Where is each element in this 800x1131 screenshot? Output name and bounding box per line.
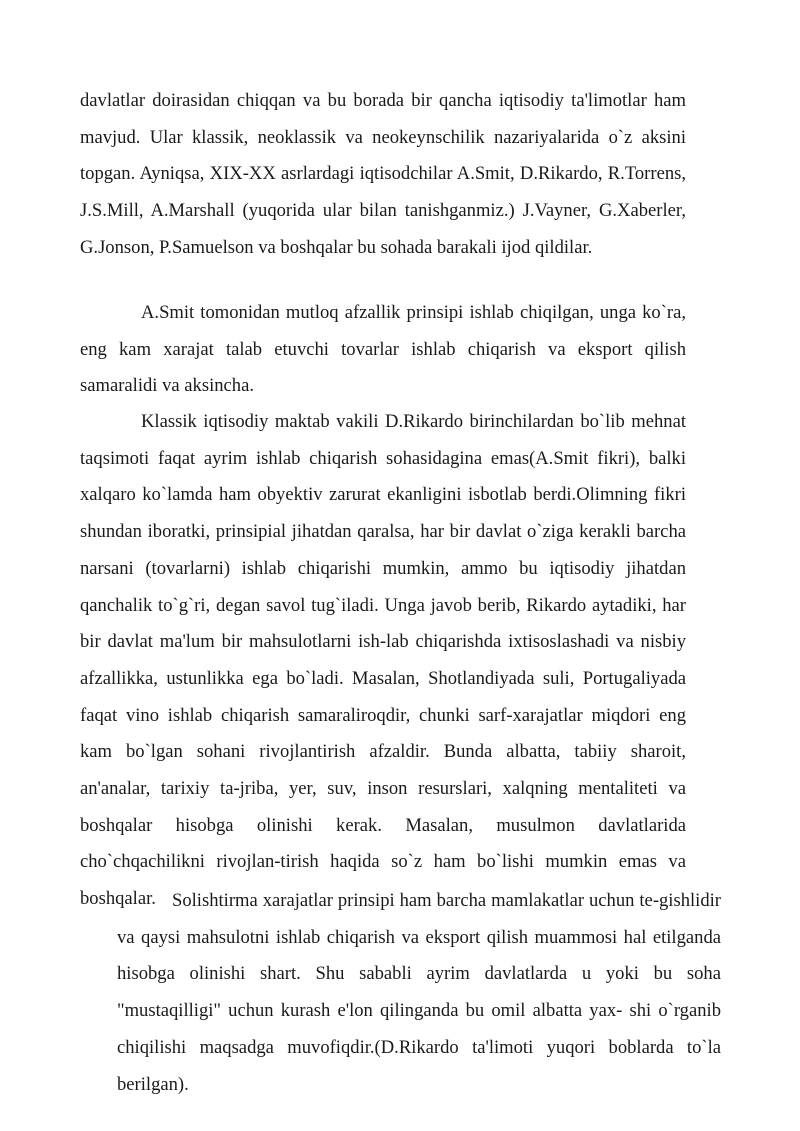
paragraph-intro: davlatlar doirasidan chiqqan va bu borada bir qancha iqtisodiy ta'limotlar ham mavjud. Ular klassik, neoklassik va neokeynschilik nazariyalarida o`z aksini topgan. Ayniqsa, XIX-XX asrlardagi iqtisodchilar A.Smit, D.Rikardo, R.Torrens, J.S.Mill, A.Marshall (yuqorida ular bilan tanishganmiz.) J.Vayner, G.Xaberler, G.Jonson, P.Samuelson va boshqalar bu sohada barakali ijod qildilar. — [80, 90, 686, 258]
paragraph-smith-absolute-advantage: A.Smit tomonidan mutloq afzallik prinsipi ishlab chiqilgan, unga ko`ra, eng kam xarajat talab etuvchi tovarlar ishlab chiqarish va eksport qilish samaralidi va aksincha. — [80, 302, 686, 397]
paragraph-ricardo-division-of-labor: Klassik iqtisodiy maktab vakili D.Rikardo birinchilardan bo`lib mehnat taqsimoti faqat ayrim ishlab chiqarish sohasidagina emas(A.Smit fikri), balki xalqaro ko`lamda ham obyektiv zarurat ekanligini isbotlab berdi.Olimning fikri shundan iboratki, prinsipial jihatdan qaralsa, har bir davlat o`ziga kerakli barcha narsani (tovarlarni) ishlab chiqarishi mumkin, ammo bu iqtisodiy jihatdan qanchalik to`g`ri, degan savol tug`iladi. Unga javob berib, Rikardo aytadiki, har bir davlat ma'lum bir mahsulotlarni ish-lab chiqarishda ixtisoslashadi va nisbiy afzallikka, ustunlikka ega bo`ladi. Masalan, Shotlandiyada suli, Portugaliyada faqat vino ishlab chiqarish samaraliroqdir, chunki sarf-xarajatlar miqdori eng kam bo`lgan sohani rivojlantirish afzaldir. Bunda albatta, tabiiy sharoit, an'analar, tarixiy ta-jriba, yer, suv, inson resurslari, xalqning mentaliteti va boshqalar hisobga olinishi kerak. Masalan, musulmon davlatlarida cho`chqachilikni rivojlan-tirish haqida so`z ham bo`lishi mumkin emas va boshqalar. — [80, 411, 686, 910]
paragraph-comparative-costs: Solishtirma xarajatlar prinsipi ham barcha mamlakatlar uchun te-gishlidir va qaysi mahsulotni ishlab chiqarish va eksport qilish muammosi hal etilganda hisobga olinishi shart. Shu sababli ayrim davlatlarda u yoki bu soha "mustaqilligi" uchun kurash e'lon qilinganda bu omil albatta yax- shi o`rganib chiqilishi maqsadga muvofiqdir.(D.Rikardo ta'limoti yuqori boblarda to`la berilgan). — [117, 890, 721, 1095]
